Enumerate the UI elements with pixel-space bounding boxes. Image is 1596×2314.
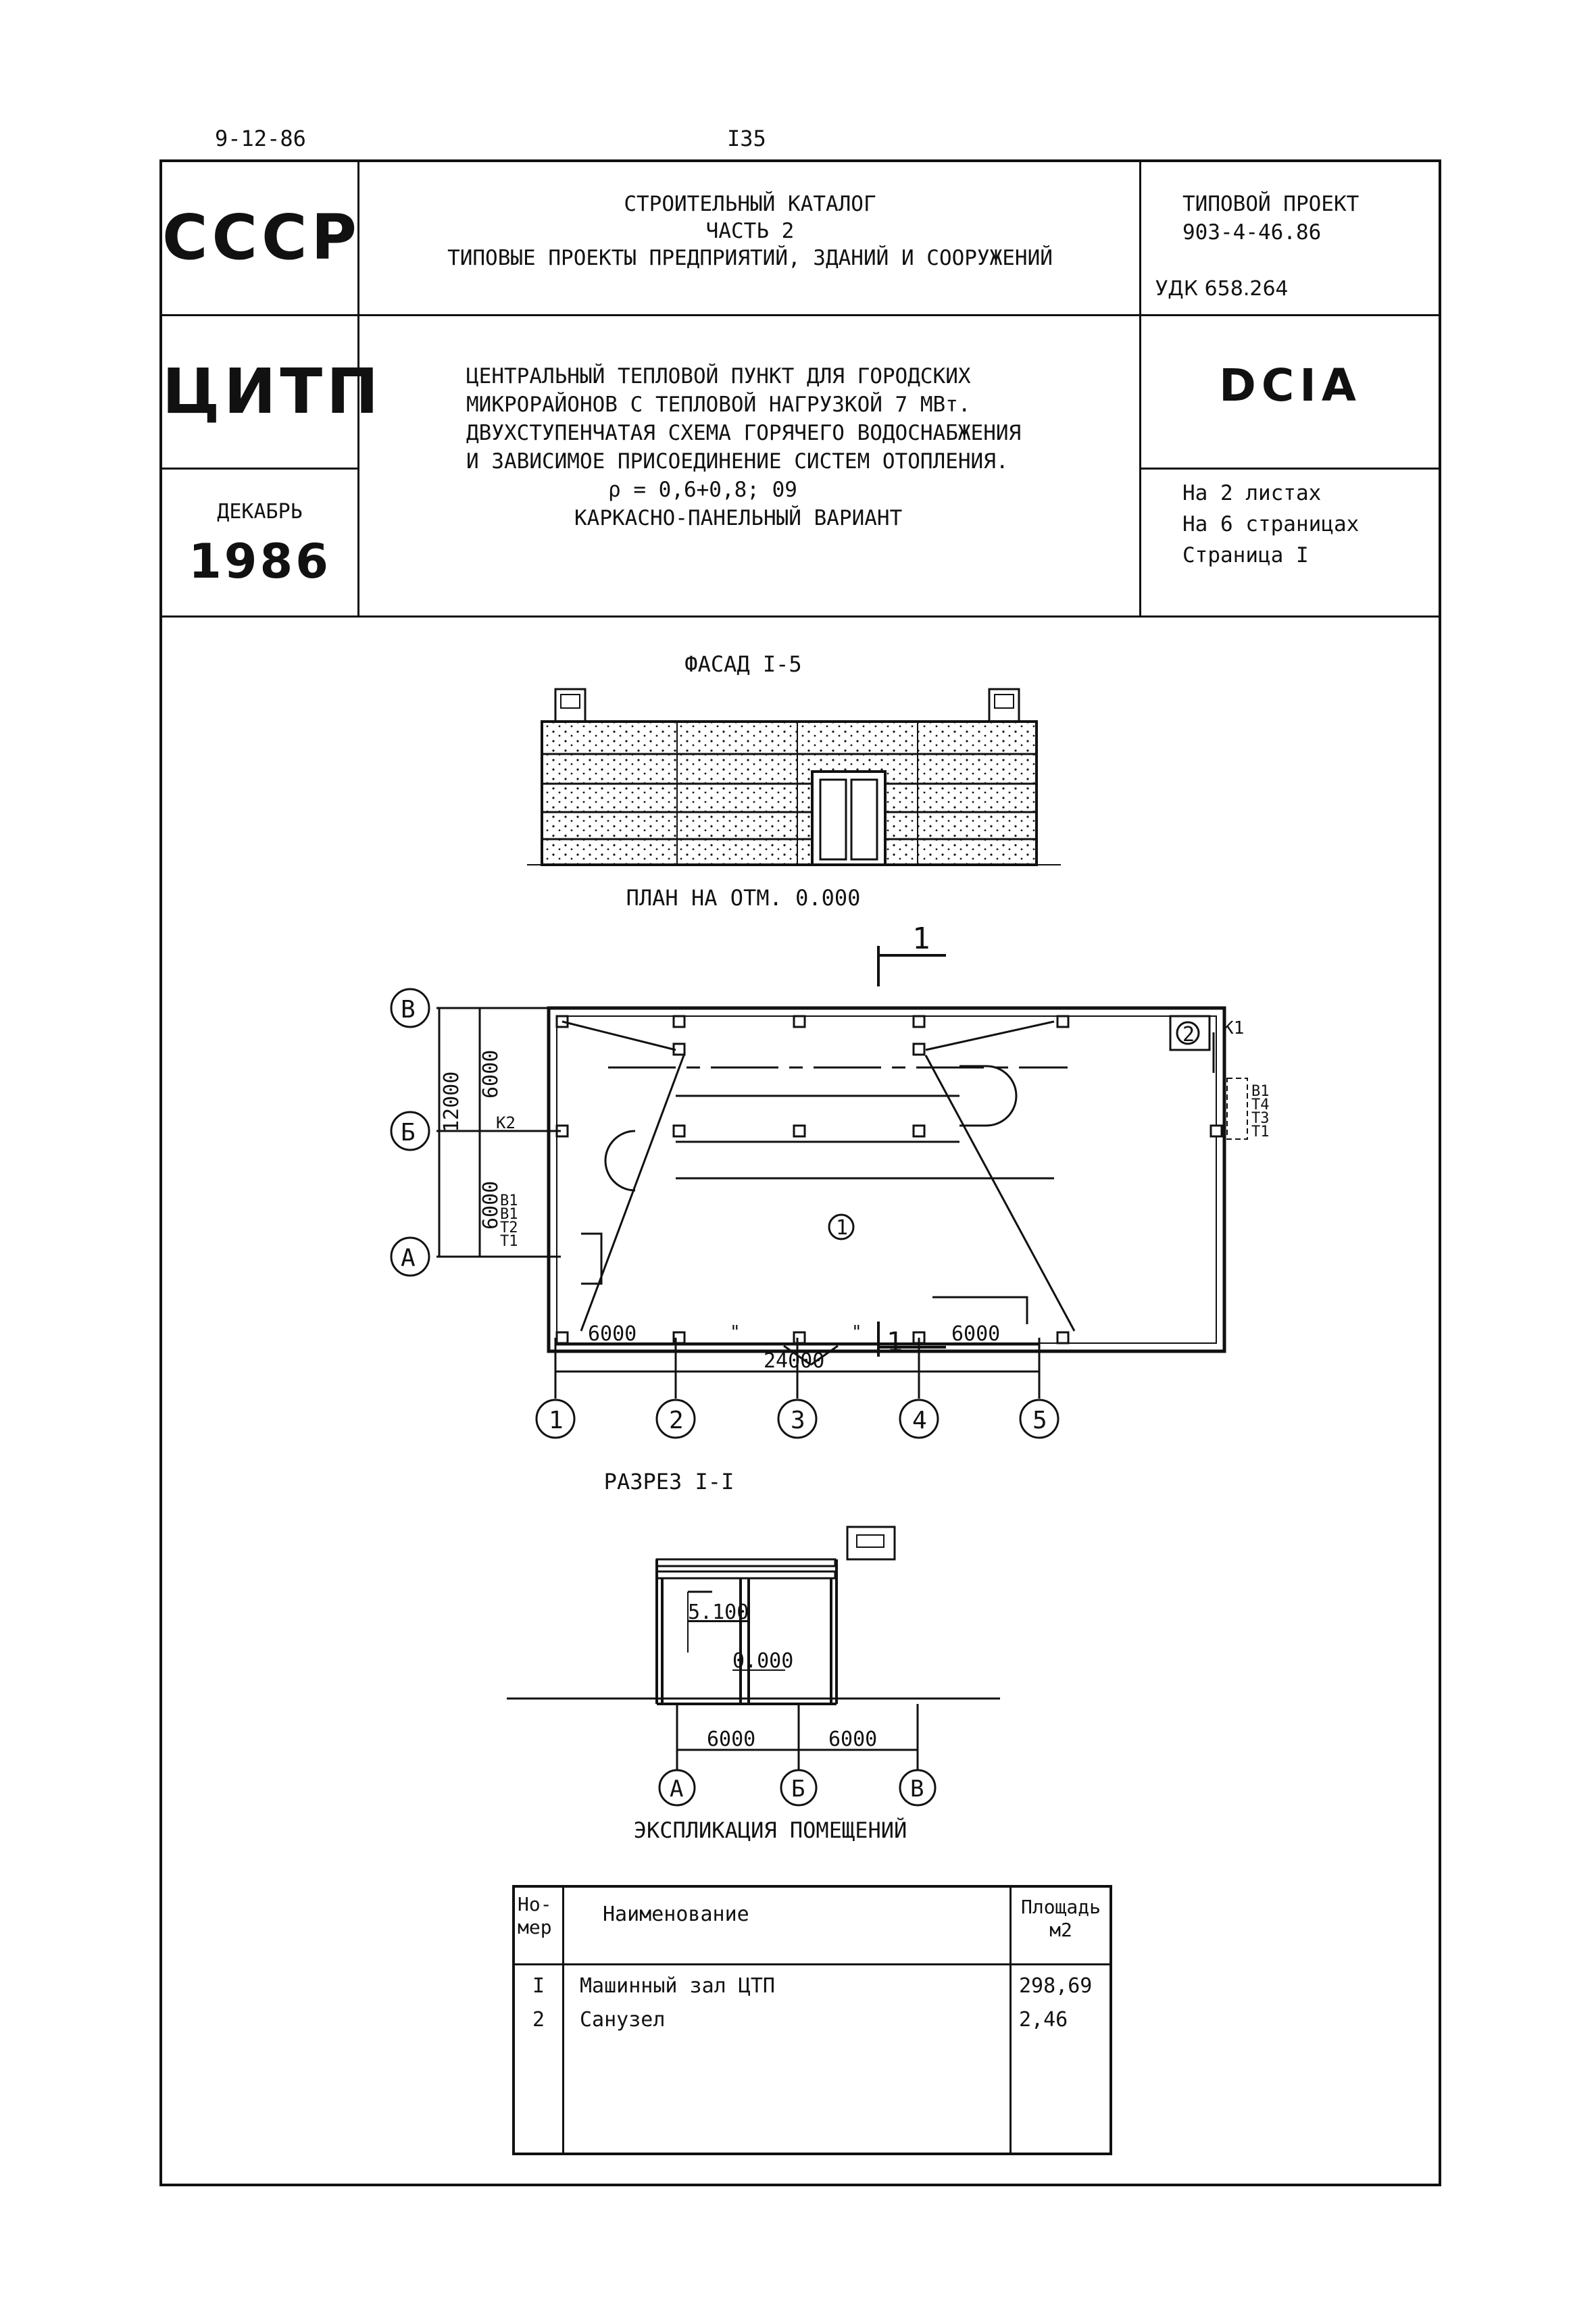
svg-text:3: 3 — [791, 1407, 805, 1434]
document-date: 9-12-86 — [215, 126, 306, 151]
svg-text:5: 5 — [1032, 1407, 1047, 1434]
svg-text:Т3: Т3 — [1251, 1110, 1270, 1127]
svg-text:Т4: Т4 — [1251, 1097, 1270, 1113]
title-block-bottom — [159, 615, 1441, 618]
svg-text:2: 2 — [669, 1407, 684, 1434]
catalog-line1: СТРОИТЕЛЬНЫЙ КАТАЛОГ — [624, 192, 876, 216]
plan-equipment — [562, 1022, 1074, 1365]
svg-text:1: 1 — [549, 1407, 564, 1434]
svg-text:В1: В1 — [1251, 1083, 1270, 1100]
section-dim-right: 6000 — [828, 1728, 878, 1751]
title-line3: ДВУХСТУПЕНЧАТАЯ СХЕМА ГОРЯЧЕГО ВОДОСНАБЖЕНИЯ — [466, 421, 1022, 445]
floor-plan-drawing — [378, 919, 1270, 1446]
table-header-number: Но- мер — [518, 1893, 552, 1938]
pages-count: На 6 страницах — [1182, 512, 1360, 536]
catalog-line2: ЧАСТЬ 2 — [705, 219, 795, 243]
stamp-month: ДЕКАБРЬ — [217, 500, 303, 524]
stamp-year: 1986 — [189, 534, 331, 589]
dim-total-height: 12000 — [440, 1071, 464, 1132]
section-drawing — [500, 1513, 1014, 1811]
dim-bay-width-left: 6000 — [588, 1322, 637, 1346]
dim-ditto-right: " — [851, 1322, 862, 1342]
stamp-org: СССР — [162, 201, 361, 274]
table-header-name: Наименование — [603, 1903, 749, 1926]
svg-text:В1: В1 — [500, 1206, 518, 1223]
svg-text:Б: Б — [791, 1776, 805, 1803]
dim-bay-width-right: 6000 — [951, 1322, 1001, 1346]
column-axis-markers — [537, 1400, 1058, 1438]
facade-door — [812, 772, 885, 865]
title-line4: И ЗАВИСИМОЕ ПРИСОЕДИНЕНИЕ СИСТЕМ ОТОПЛЕНИЯ. — [466, 449, 1009, 474]
plan-caption: ПЛАН НА ОТМ. 0.000 — [626, 885, 861, 911]
svg-text:А: А — [670, 1776, 684, 1803]
title-line1: ЦЕНТРАЛЬНЫЙ ТЕПЛОВОЙ ПУНКТ ДЛЯ ГОРОДСКИХ — [466, 364, 971, 388]
svg-text:Т2: Т2 — [500, 1219, 518, 1236]
section-mark-label-top: 1 — [912, 922, 930, 956]
title-line2: МИКРОРАЙОНОВ С ТЕПЛОВОЙ НАГРУЗКОЙ 7 МВт. — [466, 393, 971, 417]
section-axis-markers — [659, 1770, 935, 1805]
svg-text:Т1: Т1 — [1251, 1124, 1270, 1140]
plan-columns — [557, 1016, 1222, 1343]
current-page: Страница I — [1182, 543, 1309, 568]
row-axis-markers — [391, 989, 429, 1276]
k1-label: К1 — [1223, 1018, 1245, 1038]
dim-bay-height-upper: 6000 — [479, 1049, 503, 1099]
pipe-labels-right — [1251, 1083, 1270, 1140]
section-mark-top — [878, 922, 946, 986]
axis-row-a: А — [401, 1244, 416, 1272]
section-walls — [657, 1559, 837, 1704]
section-dim-left: 6000 — [707, 1728, 756, 1751]
catalog-line3: ТИПОВЫЕ ПРОЕКТЫ ПРЕДПРИЯТИЙ, ЗДАНИЙ И СООРУЖЕНИЙ — [447, 246, 1053, 270]
svg-text:В: В — [910, 1776, 924, 1803]
stamp-short-name: ЦИТП — [162, 355, 383, 428]
sheets-count: На 2 листах — [1182, 481, 1322, 505]
dim-ditto-left: " — [730, 1322, 741, 1342]
project-code: DCIA — [1219, 359, 1362, 411]
plan-outer-wall — [549, 1008, 1224, 1351]
svg-text:1: 1 — [887, 1327, 903, 1358]
page-number: I35 — [727, 126, 766, 151]
facade-caption: ФАСАД I-5 — [684, 651, 802, 677]
section-roof-vent — [847, 1527, 895, 1559]
facade-drawing — [527, 682, 1068, 878]
title-block-divider-1 — [159, 314, 1441, 316]
title-line6: КАРКАСНО-ПАНЕЛЬНЫЙ ВАРИАНТ — [574, 506, 903, 530]
section-elevation-top: 5.100 — [688, 1601, 749, 1624]
table-header-area: Площадь м2 — [1020, 1896, 1101, 1941]
project-title-block — [466, 362, 1088, 532]
section-caption: РАЗРЕЗ I-I — [603, 1469, 734, 1494]
room-number-1: 1 — [836, 1216, 849, 1240]
axis-row-v: В — [401, 996, 416, 1024]
udk-code: УДК 658.264 — [1155, 277, 1289, 301]
project-label: ТИПОВОЙ ПРОЕКТ — [1182, 192, 1360, 216]
svg-text:4: 4 — [912, 1407, 927, 1434]
explication-caption: ЭКСПЛИКАЦИЯ ПОМЕЩЕНИЙ — [633, 1817, 907, 1843]
axis-row-b: Б — [401, 1119, 416, 1147]
project-number: 903-4-46.86 — [1182, 220, 1322, 245]
explication-table: Но- мер Наименование Площадь м2 I Машинный зал ЦТП 298,69 2 Санузел 2,46 — [512, 1885, 1112, 2155]
dim-total-width: 24000 — [764, 1349, 825, 1373]
svg-text:В1: В1 — [500, 1192, 518, 1209]
room-number-2: 2 — [1182, 1023, 1195, 1047]
section-elevation-zero: 0.000 — [732, 1649, 794, 1673]
title-block-divider-left — [159, 468, 357, 470]
dim-bay-height-lower: 6000 — [479, 1180, 503, 1230]
svg-text:Т1: Т1 — [500, 1233, 518, 1250]
catalog-block — [378, 191, 1122, 272]
title-block-divider-right — [1139, 468, 1441, 470]
k2-label: К2 — [496, 1113, 516, 1132]
title-line5: ρ = 0,6+0,8; 09 — [608, 478, 797, 502]
facade-wall — [542, 722, 1037, 865]
